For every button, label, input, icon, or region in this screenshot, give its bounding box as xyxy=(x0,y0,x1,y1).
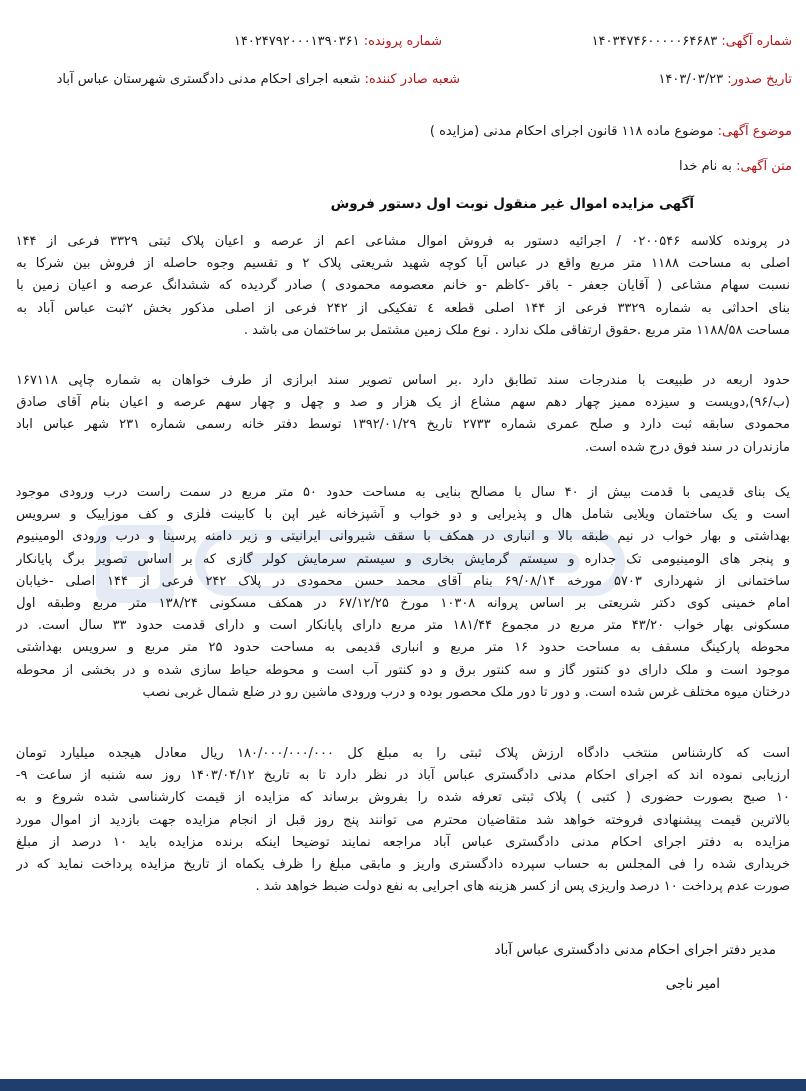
paragraph-line: محمودی سابقه ثبت دارد و صلح عمری شماره ۲۷۳۳ تاریخ ۱۳۹۲/۰۱/۲۹ توسط دفتر خانه رسمی شماره ۲۳۱ شهر عباس اباد xyxy=(16,417,790,433)
paragraph-2 xyxy=(16,370,790,459)
paragraph-line: ساختمانی از شهرداری ۵۷۰۳ مورخه ۶۹/۰۸/۱۴ بنام آقای محمد حسن محمودی در پلاک ۲۴۲ فرعی از ۱۴۴ اصلی -خیابان xyxy=(16,573,790,589)
paragraph-line: صورت عدم پرداخت ۱۰ درصد واریزی پس از کسر هزینه های اجرایی به نفع دولت ضبط خواهد شد . xyxy=(255,879,790,895)
paragraph-line: مساحت ۱۱۸۸/۵۸ متر مربع .حقوق ارتفاقی ملک ندارد . نوع ملک زمین مشتمل بر ساختمان می باشد . xyxy=(243,322,790,338)
paragraph-line: موجود است و ملک دارای دو کنتور گاز و سه کنتور برق و دو کنتور آب است و محوطه حیاط سازی شده و در بخشی از محوطه xyxy=(16,662,790,678)
issuer: شعبه اجرای احکام مدنی دادگستری شهرستان عباس آباد xyxy=(56,72,361,87)
subject-label: موضوع آگهی: xyxy=(717,124,792,139)
issue-date-label: تاریخ صدور: xyxy=(727,72,792,87)
paragraph-line: (ب/۹۶),دویست و سیزده ممیز چهار دهم سهم مشاع از یک هزار و صد و چهل و چهار سهم عرصه و اعیان بنام آقای صادق xyxy=(16,395,790,411)
subject-value: موضوع ماده ۱۱۸ قانون اجرای احکام مدنی (مزایده ) xyxy=(429,124,714,139)
paragraph-line: یک بنای قدیمی با قدمت بیش از ۴۰ سال با مصالح بنایی به مساحت حدود ۵۰ متر مربع در سمت راست درب ورودی موجود xyxy=(16,485,790,500)
paragraph-line: و پنجر های الومینیومی تک جداره و سیستم گرمایش بخاری و سیستم سرمایش کولر گازی که بر اساس تصویر برگ پایانکار xyxy=(16,551,790,567)
paragraph-line: اصلی به مساحت ۱۱۸۸ متر مربع واقع در عباس آبا کوچه شهید شریعتی پلاک ۲ و تقسیم وجوه حاصله از فروش بین شرکا به xyxy=(16,256,790,272)
paragraph-line: درختان میوه مختلف غرس شده است. و دور تا دور ملک محصور بوده و درب ورودی ماشین رو در ضلع شمال غربی نصب xyxy=(142,684,790,700)
body-intro-row xyxy=(679,159,792,174)
paragraph-line: بالاترین قیمت پیشنهادی فروخته خواهد شد متقاضیان محترم می توانند پنج روز قبل از انجام مزایده جهت بازدید از اموال مورد xyxy=(16,812,790,828)
paragraph-line: خریداری شده را فی المجلس به حساب سپرده دادگستری واریز و مابقی مبلغ را ظرف یکماه از تاریخ مزایده پرداخت نماید که در xyxy=(16,857,790,873)
issuer-label: شعبه صادر کننده: xyxy=(364,72,460,87)
paragraph-line: بنای احداثی به شماره ۳۳۲۹ فرعی از ۱۴۴ اصلی قطعه ٤ تفکیکی از ۲۴۲ فرعی از اصلی مذکور بخش ۲ثبت عباس آباد به xyxy=(16,300,790,316)
subject-row xyxy=(430,124,792,139)
paragraph-line: امام خمینی کوی دکتر شریعتی بر اساس پروانه ۱۰۳۰۸ مورخ ۶۷/۱۲/۲۵ در همکف مسکونی ۱۳۸/۲۴ متر مربع وطبقه اول xyxy=(16,596,790,612)
paragraph-line: ۱۰ صبح بصورت حضوری ( کتبی ) پلاک ثبتی تعرفه شده را بفروش برساند که مزایده از قیمت کارشناسی شده شروع و به xyxy=(16,790,790,806)
paragraph-line: در پرونده کلاسه ۰۲۰۰۵۴۶ / اجرائیه دستور به فروش اموال مشاعی اعم از عرصه و اعیان پلاک ثبتی ۳۳۲۹ فرعی از ۱۴۴ xyxy=(16,234,790,249)
paragraph-4 xyxy=(16,743,790,898)
paragraph-line: مسکونی بهار خواب ۴۳/۲۰ متر مربع در مجموع ۱۸۱/۴۴ متر مربع دارای پایانکار است و دارای قدمت حدود ۳۳ سال است. در xyxy=(16,618,790,634)
body-intro-label: متن آگهی: xyxy=(736,159,792,174)
signature-name: امیر ناجی xyxy=(665,976,720,992)
issue-date: ۱۴۰۳/۰۳/۲۳ xyxy=(658,72,724,87)
paragraph-3 xyxy=(16,482,790,704)
paragraph-line: مزایده به دفتر اجرای احکام مدنی دادگستری عباس آباد مراجعه نمایند توضیحا اینکه برنده مزایده باید ۱۰ درصد از مبلغ xyxy=(16,834,790,850)
paragraph-line: حدود اربعه در طبیعت با مندرجات سند تطابق دارد .بر اساس تصویر سند ابرازی از طرف خواهان به شماره چاپی ۱۶۷۱۱۸ xyxy=(16,373,790,388)
notice-number: ۱۴۰۳۴۷۴۶۰۰۰۰۰۶۴۶۸۳ xyxy=(591,34,718,49)
body-intro-value: به نام خدا xyxy=(678,159,732,174)
paragraph-line: ارزیابی نموده اند که اجرای احکام مدنی دادگستری عباس آباد در نظر دارد تا به تاریخ ۱۴۰۳/۰۴/۱۲ روز سه شنبه از ساعت ۹- xyxy=(16,768,790,784)
notice-title: آگهی مزایده اموال غیر منقول نوبت اول دستور فروش xyxy=(330,196,694,212)
notice-number-row xyxy=(592,34,792,49)
notice-number-label: شماره آگهی: xyxy=(721,34,792,49)
issuer-row xyxy=(57,72,460,87)
paragraph-line: است که کارشناس منتخب دادگاه ارزش پلاک ثبتی را به مبلغ کل ۱۸۰/۰۰۰/۰۰۰/۰۰۰ ریال معادل هیجده میلیارد تومان xyxy=(16,746,790,761)
case-number: ۱۴۰۲۴۷۹۲۰۰۰۱۳۹۰۳۶۱ xyxy=(233,34,360,49)
paragraph-1 xyxy=(16,231,790,342)
paragraph-line: است و یک ساختمان ویلایی شامل هال و پذیرایی و دو خواب و آشپزخانه غیر اپن با کابینت فلزی و کف موزاییک و سرویس xyxy=(16,507,790,523)
issue-date-row xyxy=(658,72,792,87)
paragraph-line: بهداشتی و بهار خواب در نیم طبقه بالا و انباری در همکف با سقف شیروانی ایرانیتی و زیر دامنه پرسینا و درب ورودی الومینیوم xyxy=(16,529,790,545)
paragraph-line: مازندران در سند فوق درج شده است. xyxy=(585,439,790,455)
paragraph-line: محوطه پارکینگ مسقف به مساحت حدود ۱۶ متر مربع و انباری قدیمی به مساحت حدود ۲۵ متر مربع و سرویس بهداشتی xyxy=(16,640,790,656)
footer-bar xyxy=(0,1079,806,1091)
case-number-label: شماره پرونده: xyxy=(363,34,442,49)
signature-office: مدیر دفتر اجرای احکام مدنی دادگستری عباس آباد xyxy=(494,942,776,958)
case-number-row xyxy=(234,34,442,49)
paragraph-line: نسبت سهام مشاعی ( آقایان جعفر - باقر -کاظم -و خانم معصومه محمودی ) صادر گردیده که ششدانگ عرصه و اعیان زمین با xyxy=(16,278,790,294)
